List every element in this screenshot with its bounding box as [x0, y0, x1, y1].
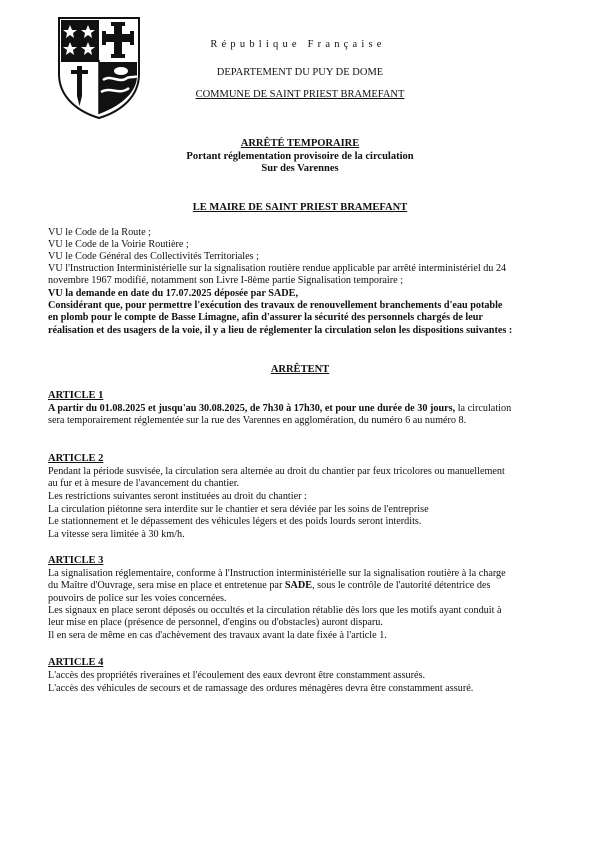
article-4-paragraph-2: L'accès des véhicules de secours et de ramassage des ordures ménagères devra être constamment assuré. — [48, 683, 474, 694]
consideration-5: VU la demande en date du 17.07.2025 déposée par SADE, — [48, 288, 298, 299]
arretent-heading: ARRÊTENT — [270, 364, 330, 375]
decree-subtitle: Portant réglementation provisoire de la circulation — [186, 151, 414, 162]
article-3-paragraph-1 — [48, 568, 514, 605]
article-4-paragraph-1: L'accès des propriétés riveraines et l'écoulement des eaux devront être constamment assurés. — [48, 670, 426, 681]
article-2-title: ARTICLE 2 — [48, 453, 104, 464]
decree-title: ARRÊTÉ TEMPORAIRE — [240, 138, 360, 149]
consideration-6: Considérant que, pour permettre l'exécution des travaux de renouvellement branchements d'eau potable en plomb pour le compte de Basse Limagne, afin d'assurer la sécurité des personnels chargés de leur réalisation et des usagers de la voie, il y a lieu de réglementer la circulation selon les dispositions suivantes : — [48, 300, 513, 336]
coat-of-arms-icon — [55, 16, 143, 120]
consideration-4: VU l'Instruction Interministérielle sur la signalisation routière rendue applicable par arrêté interministériel du 24 novembre 1967 modifié, notamment son Livre I-8ème partie Signalisation temporaire ; — [48, 263, 507, 287]
consideration-1: VU le Code de la Route ; — [48, 227, 151, 238]
article-2-paragraph-1: Pendant la période susvisée, la circulation sera alternée au droit du chantier par feux tricolores ou manuellement au fur et à mesure de l'avancement du chantier. — [48, 466, 505, 490]
department-heading: DEPARTEMENT DU PUY DE DOME — [216, 67, 384, 78]
article-3-text-end: , sous le contrôle de l'autorité détentrice des pouvoirs de police sur les voies concernées. — [48, 580, 491, 604]
commune-heading: COMMUNE DE SAINT PRIEST BRAMEFANT — [195, 89, 405, 100]
article-1-title: ARTICLE 1 — [48, 390, 104, 401]
article-1-dates: A partir du 01.08.2025 et jusqu'au 30.08.2025, de 7h30 à 17h30, et pour une durée de 30 jours, — [48, 403, 456, 414]
article-3-title: ARTICLE 3 — [48, 555, 104, 566]
mayor-heading: LE MAIRE DE SAINT PRIEST BRAMEFANT — [192, 202, 408, 213]
article-4-title: ARTICLE 4 — [48, 657, 104, 668]
decree-street: Sur des Varennes — [261, 163, 339, 174]
consideration-3: VU le Code Général des Collectivités Territoriales ; — [48, 251, 259, 262]
article-2-paragraph-5: La vitesse sera limitée à 30 km/h. — [48, 529, 185, 540]
article-3-paragraph-2: Les signaux en place seront déposés ou occultés et la circulation rétablie dès lors que les motifs ayant conduit à leur mise en place (présence de personnel, d'engins ou d'obstacles) auront disparu. — [48, 605, 502, 629]
article-2-paragraph-3: La circulation piétonne sera interdite sur le chantier et sera déviée par les soins de l'entreprise — [48, 504, 429, 515]
article-1-text — [48, 403, 514, 428]
article-3-company: SADE — [284, 580, 313, 592]
article-2-paragraph-2: Les restrictions suivantes seront instituées au droit du chantier : — [48, 491, 307, 502]
consideration-2: VU le Code de la Voirie Routière ; — [48, 239, 189, 250]
article-2-paragraph-4: Le stationnement et le dépassement des véhicules légers et des poids lourds seront interdits. — [48, 516, 422, 527]
article-3-text-start: La signalisation réglementaire, conforme à l'Instruction interministérielle sur la signalisation routière à la charge du Maître d'Ouvrage, sera mise en place et entretenue par — [48, 568, 506, 592]
article-3-paragraph-3: Il en sera de même en cas d'achèvement des travaux avant la date fixée à l'article 1. — [48, 630, 387, 641]
article-1-location: la circulation sera temporairement réglementée sur la rue des Varennes en agglomération, du numéro 6 au numéro 8. — [48, 403, 512, 427]
republic-heading: République Française — [210, 39, 386, 50]
